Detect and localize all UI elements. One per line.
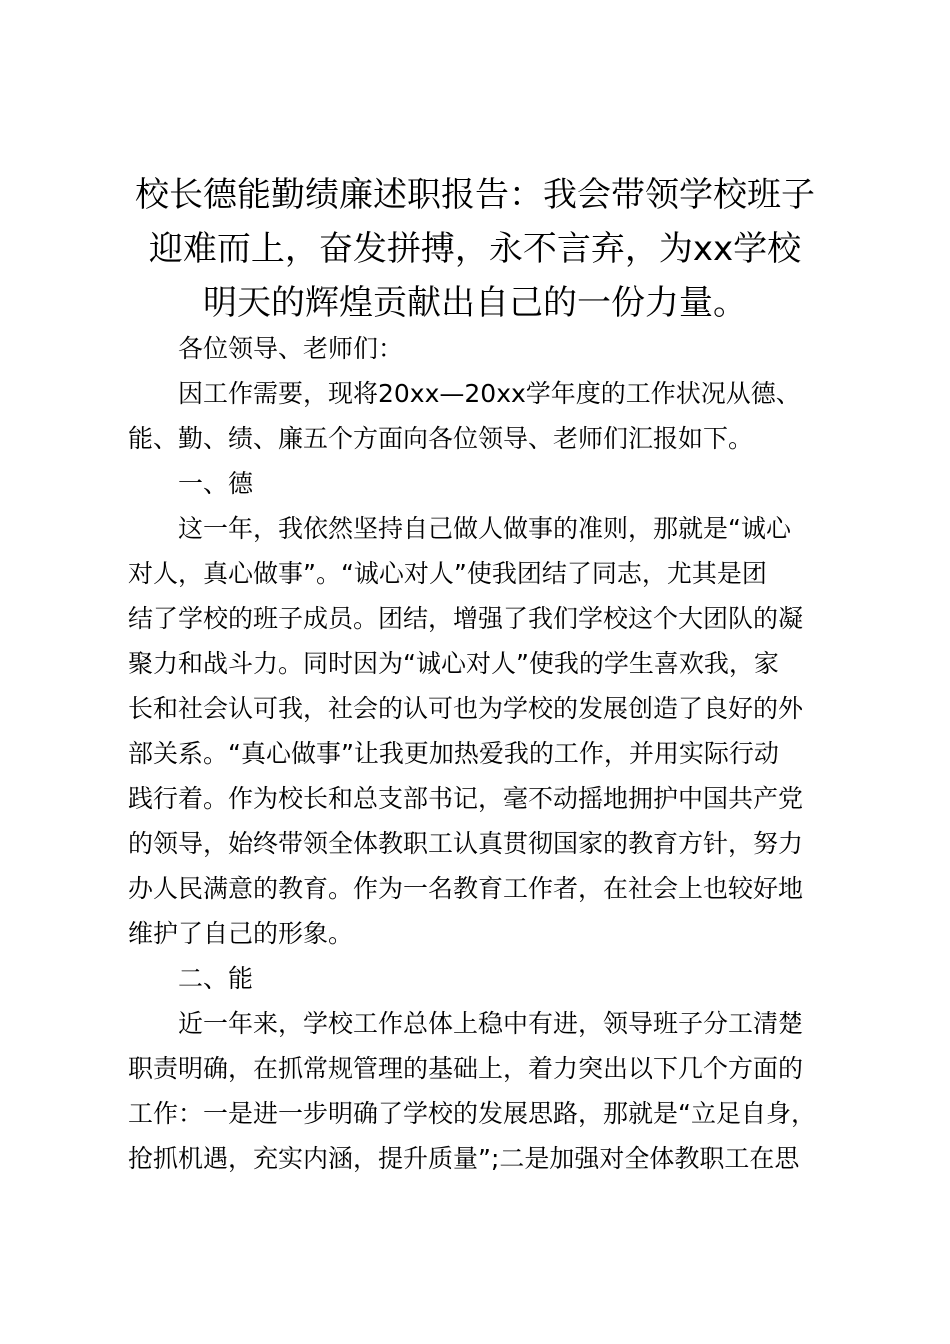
paragraph-line: 结了学校的班子成员。团结，增强了我们学校这个大团队的凝 [128,604,804,633]
paragraph-line: 职责明确，在抓常规管理的基础上，着力突出以下几个方面的 [128,1054,804,1083]
paragraph-line: 聚力和战斗力。同时因为“诚心对人”使我的学生喜欢我，家 [128,649,779,678]
paragraph-line: 因工作需要，现将20xx—20xx学年度的工作状况从德、 [178,379,801,408]
paragraph-line: 长和社会认可我，社会的认可也为学校的发展创造了良好的外 [128,694,804,723]
title-line: 校长德能勤绩廉述职报告：我会带领学校班子 [135,175,815,215]
paragraph-line: 工作：一是进一步明确了学校的发展思路，那就是“立足自身， [128,1099,816,1128]
paragraph-line: 能、勤、绩、廉五个方面向各位领导、老师们汇报如下。 [128,424,754,453]
paragraph-line: 践行着。作为校长和总支部书记，毫不动摇地拥护中国共产党 [128,784,804,813]
salutation: 各位领导、老师们： [178,334,404,363]
paragraph-line: 抢抓机遇，充实内涵，提升质量”;二是加强对全体教职工在思 [128,1144,800,1173]
paragraph-line: 办人民满意的教育。作为一名教育工作者，在社会上也较好地 [128,874,804,903]
paragraph-line: 这一年，我依然坚持自己做人做事的准则，那就是“诚心 [178,514,791,543]
document-body [128,326,848,1181]
section-heading-de: 一、德 [178,469,254,498]
document-title [100,168,850,330]
title-line: 迎难而上，奋发拼搏，永不言弃，为xx学校 [148,229,802,269]
paragraph-line: 近一年来，学校工作总体上稳中有进，领导班子分工清楚 [178,1009,804,1038]
paragraph-line: 的领导，始终带领全体教职工认真贯彻国家的教育方针，努力 [128,829,804,858]
paragraph-line: 部关系。“真心做事”让我更加热爱我的工作，并用实际行动 [128,739,779,768]
paragraph-line: 对人，真心做事”。“诚心对人”使我团结了同志，尤其是团 [128,559,767,588]
section-heading-neng: 二、能 [178,964,254,993]
paragraph-line: 维护了自己的形象。 [128,919,354,948]
title-line: 明天的辉煌贡献出自己的一份力量。 [203,283,747,323]
